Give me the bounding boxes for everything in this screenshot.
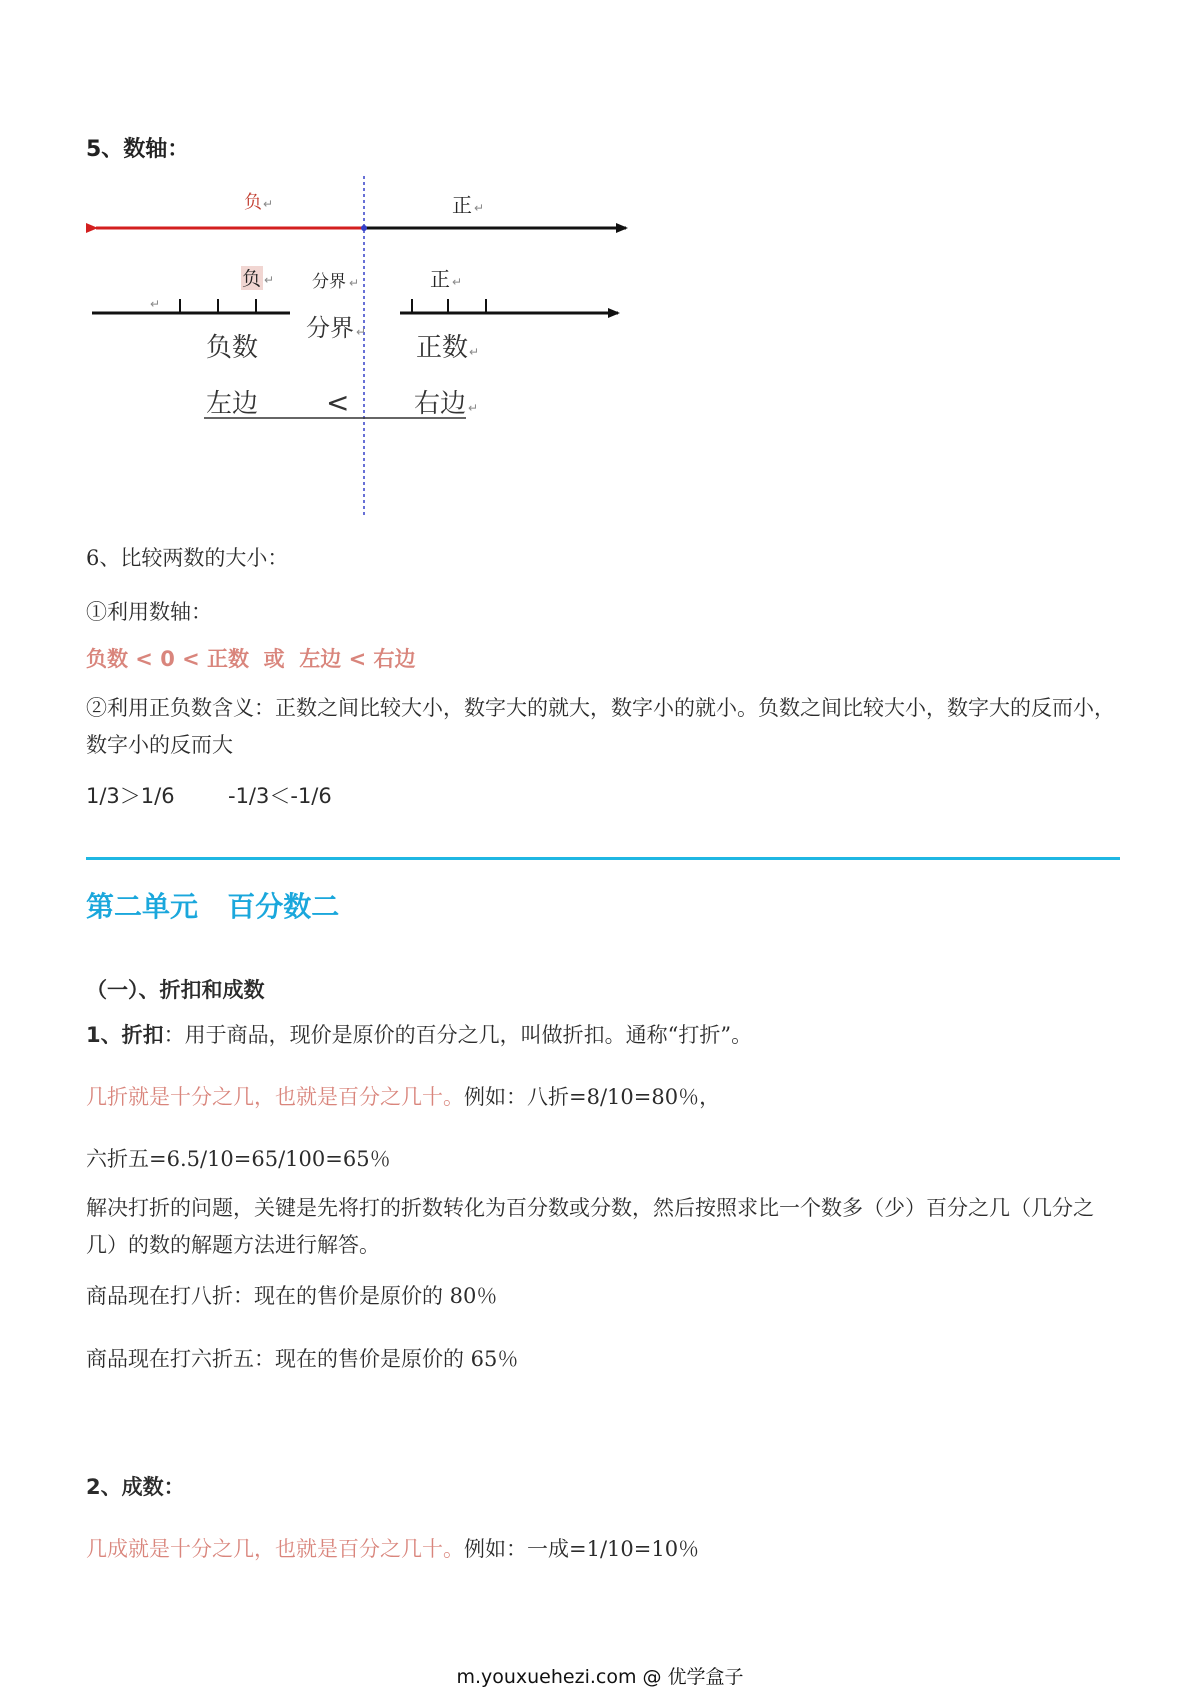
section-heading-number-line: 5、数轴： — [86, 137, 190, 162]
return-mark-icon: ↵ — [356, 325, 367, 339]
return-mark-icon: ↵ — [469, 345, 480, 359]
return-mark-icon: ↵ — [452, 275, 463, 289]
section-divider — [86, 857, 1120, 860]
label-neg-top: 负 — [244, 192, 262, 213]
discount-subheading: （一）、折扣和成数 — [86, 978, 265, 1002]
return-mark-icon: ↵ — [474, 201, 485, 215]
label-right: 右边 — [414, 389, 467, 419]
return-mark-icon: ↵ — [468, 401, 479, 415]
chengshu-example-line — [86, 1533, 699, 1563]
label-boundary-small: 分界 — [312, 272, 346, 292]
discount-definition-line — [86, 1019, 752, 1049]
discount-example-lead: 例如：八折=8/10=80％， — [464, 1085, 721, 1109]
label-negative-numbers: 负数 — [206, 333, 259, 363]
return-mark-icon: ↵ — [150, 297, 161, 311]
label-less-than: < — [326, 386, 350, 419]
label-positive-numbers: 正数 — [416, 333, 469, 363]
discount-highlight: 几折就是十分之几，也就是百分之几十。 — [86, 1085, 464, 1109]
compare-method-2: ②利用正负数含义：正数之间比较大小，数字大的就大，数字小的就小。负数之间比较大小，数字大的反而小，数字小的反而大 — [86, 696, 1115, 757]
label-left: 左边 — [206, 389, 259, 419]
chengshu-example: 例如：一成=1/10=10％ — [464, 1537, 700, 1561]
section-heading-compare: 6、比较两数的大小： — [86, 546, 289, 570]
return-mark-icon: ↵ — [263, 197, 274, 211]
label-neg-mid: 负 — [242, 268, 262, 290]
compare-example: 1/3＞1/6 -1/3＜-1/6 — [86, 784, 332, 808]
discount-example-line — [86, 1081, 720, 1111]
discount-case-1: 商品现在打八折：现在的售价是原价的 80％ — [86, 1284, 498, 1308]
chengshu-heading: 2、成数： — [86, 1475, 185, 1499]
label-pos-top: 正 — [452, 193, 472, 217]
label-pos-mid: 正 — [430, 267, 450, 291]
compare-rule: 负数 < 0 < 正数 或 左边 < 右边 — [86, 647, 416, 671]
chengshu-highlight: 几成就是十分之几，也就是百分之几十。 — [86, 1537, 464, 1561]
unit-title: 第二单元 百分数二 — [86, 890, 340, 923]
discount-method: 解决打折的问题，关键是先将打的折数转化为百分数或分数，然后按照求比一个数多（少）百分之几（几分之几）的数的解题方法进行解答。 — [86, 1196, 1094, 1257]
discount-case-2: 商品现在打六折五：现在的售价是原价的 65％ — [86, 1347, 519, 1371]
discount-label: 1、折扣 — [86, 1023, 164, 1047]
return-mark-icon: ↵ — [264, 273, 275, 287]
return-mark-icon: ↵ — [349, 276, 360, 290]
label-boundary-large: 分界 — [306, 314, 354, 342]
number-line-diagram — [86, 176, 666, 521]
discount-example-2: 六折五=6.5/10=65/100=65％ — [86, 1147, 391, 1171]
discount-definition: ：用于商品，现价是原价的百分之几，叫做折扣。通称“打折”。 — [163, 1023, 753, 1047]
compare-method-1: ①利用数轴： — [86, 600, 212, 624]
footer-link[interactable]: m.youxuehezi.com @ 优学盒子 — [456, 1666, 744, 1688]
